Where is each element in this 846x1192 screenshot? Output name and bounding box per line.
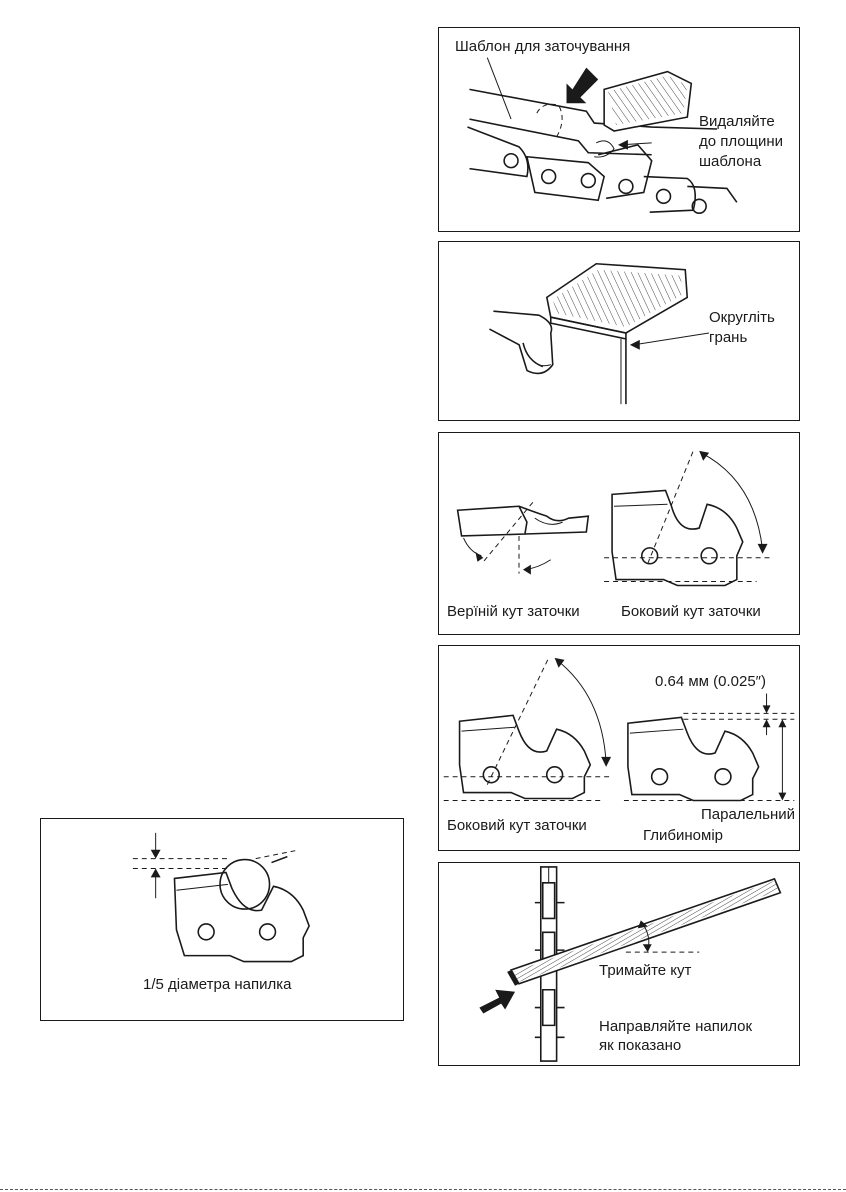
side-angle-label: Боковий кут заточки xyxy=(621,603,761,620)
gauge-note-line-3: шаблона xyxy=(699,153,762,170)
round-note-line-2: грань xyxy=(709,329,748,346)
file-diameter-caption: 1/5 діаметра напилка xyxy=(143,976,292,993)
hold-angle-label: Тримайте кут xyxy=(599,962,692,979)
guide-line-1: Направляйте напилок xyxy=(599,1018,753,1035)
depth-side-angle-label: Боковий кут заточки xyxy=(447,817,587,834)
page-bottom-rule xyxy=(0,1189,846,1190)
panel-depth-gauge xyxy=(438,645,800,851)
panel-sharpening-angles xyxy=(438,432,800,635)
gauge-title: Шаблон для заточування xyxy=(455,38,631,55)
round-note-line-1: Округліть xyxy=(709,309,775,326)
panel-sharpening-gauge xyxy=(438,27,800,232)
depth-note-line-2: Глибиномір xyxy=(643,827,723,844)
guide-line-2: як показано xyxy=(599,1037,682,1054)
panel-file-guide xyxy=(438,862,800,1066)
top-angle-label: Верїній кут заточки xyxy=(447,603,580,620)
depth-measure-label: 0.64 мм (0.025″) xyxy=(655,673,766,690)
gauge-note-line-2: до площини xyxy=(699,133,784,150)
depth-note-line-1: Паралельний xyxy=(701,806,796,823)
panel-round-edge xyxy=(438,241,800,421)
gauge-note-line-1: Видаляйте xyxy=(699,113,775,130)
panel-file-diameter xyxy=(40,818,404,1021)
